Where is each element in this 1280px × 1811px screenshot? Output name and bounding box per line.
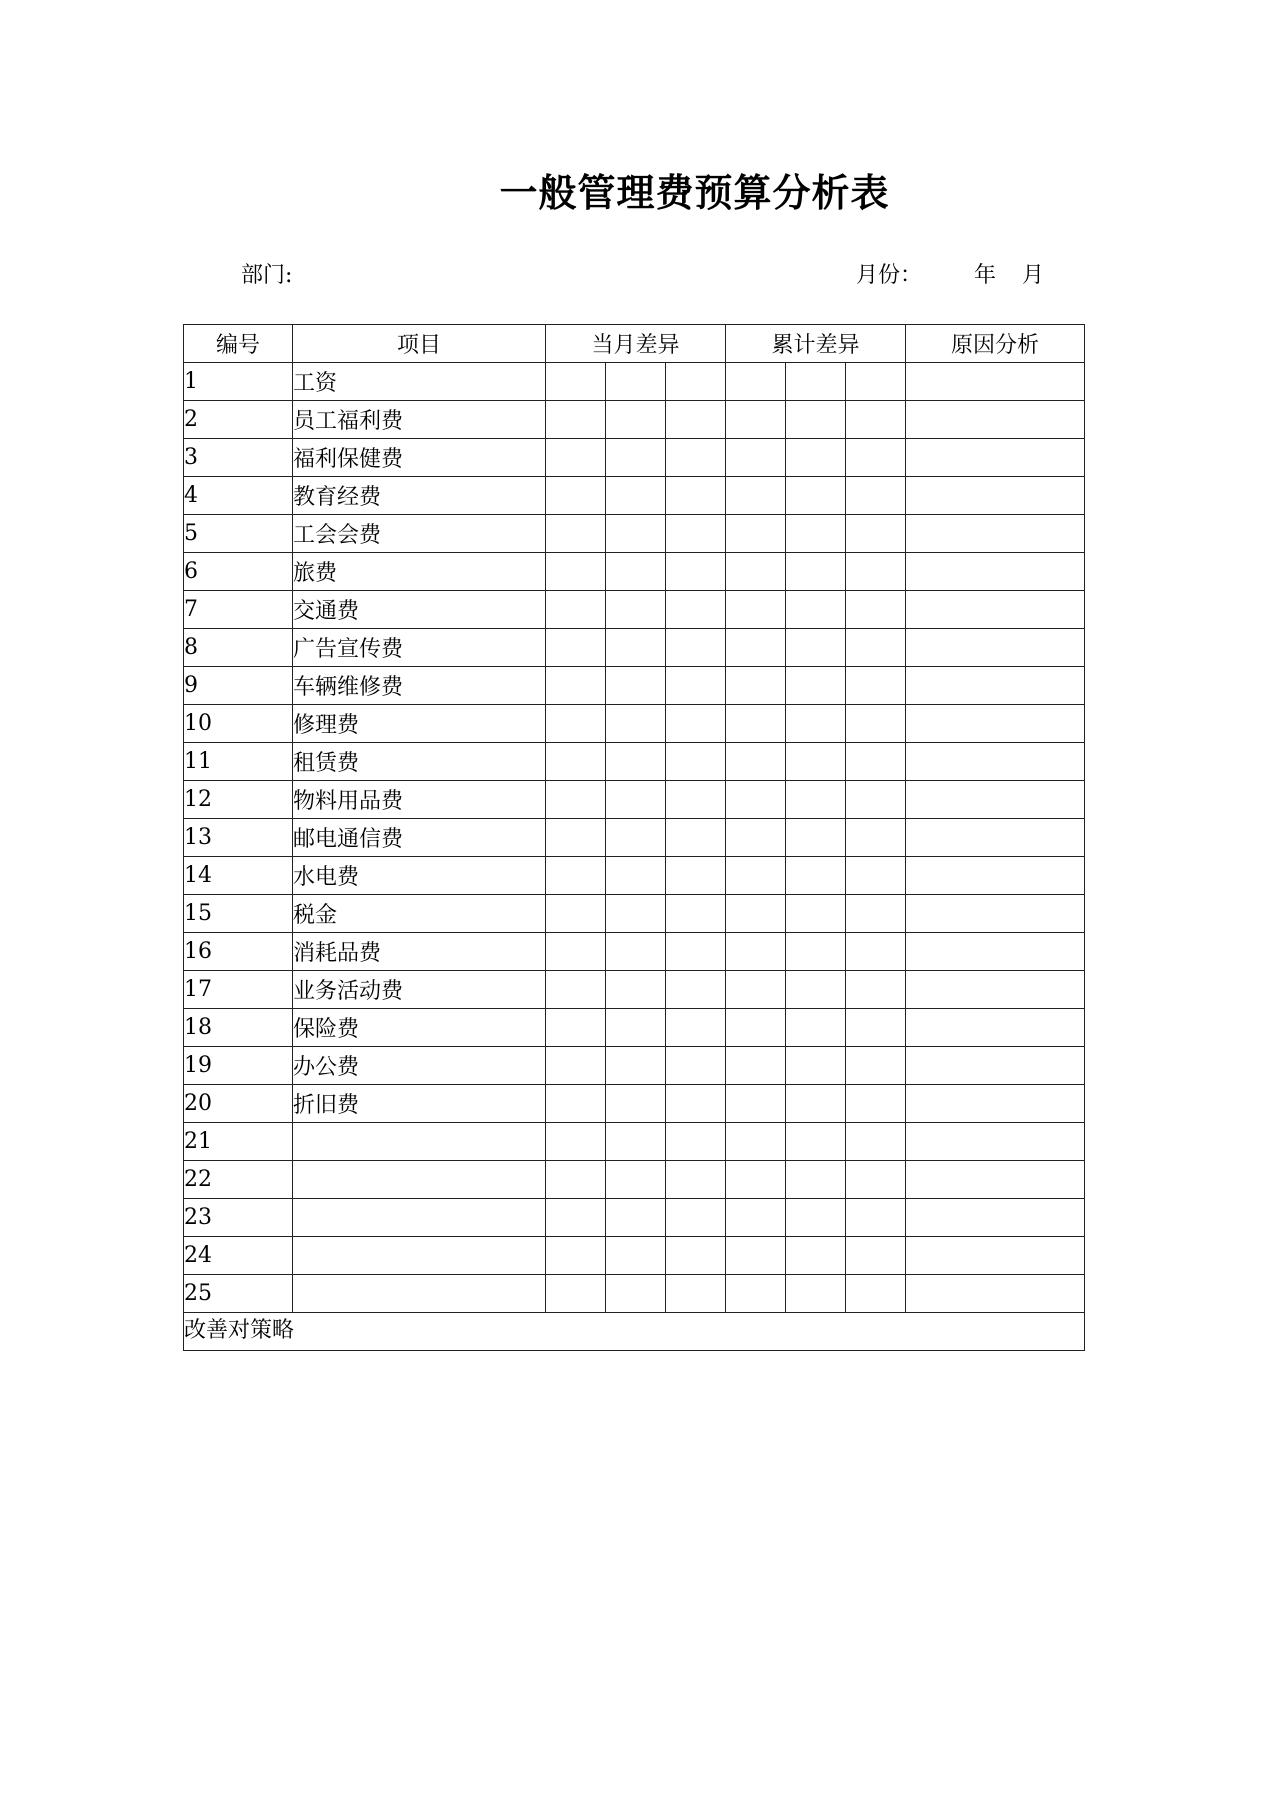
cumulative-variance-cell[interactable] [846, 933, 906, 971]
cumulative-variance-cell[interactable] [846, 1085, 906, 1123]
month-variance-cell[interactable] [606, 971, 666, 1009]
reason-analysis-cell[interactable] [906, 1123, 1085, 1161]
notes-row [184, 1313, 1085, 1351]
month-variance-cell[interactable] [606, 363, 666, 401]
row-item: 修理费 [293, 705, 546, 743]
year-label: 年 [974, 263, 997, 288]
cumulative-variance-cell[interactable] [846, 515, 906, 553]
month-variance-cell[interactable] [666, 933, 726, 971]
cumulative-variance-cell[interactable] [726, 1047, 786, 1085]
cumulative-variance-cell[interactable] [846, 1161, 906, 1199]
improvement-strategy-label: 改善对策略 [184, 1318, 295, 1343]
month-label: 月份： [856, 263, 923, 288]
cumulative-variance-cell[interactable] [726, 553, 786, 591]
reason-analysis-cell[interactable] [906, 401, 1085, 439]
table-row [184, 515, 1085, 553]
month-variance-cell[interactable] [666, 1199, 726, 1237]
month-variance-cell[interactable] [546, 933, 606, 971]
cumulative-variance-cell[interactable] [726, 1237, 786, 1275]
reason-analysis-cell[interactable] [906, 363, 1085, 401]
cumulative-variance-cell[interactable] [786, 1009, 846, 1047]
table-row [184, 895, 1085, 933]
row-number: 13 [184, 819, 293, 857]
table-row [184, 667, 1085, 705]
row-item: 车辆维修费 [293, 667, 546, 705]
cumulative-variance-cell[interactable] [786, 439, 846, 477]
cumulative-variance-cell[interactable] [786, 1085, 846, 1123]
month-variance-cell[interactable] [606, 401, 666, 439]
row-item [293, 1199, 546, 1237]
reason-analysis-cell[interactable] [906, 629, 1085, 667]
cumulative-variance-cell[interactable] [846, 401, 906, 439]
reason-analysis-cell[interactable] [906, 477, 1085, 515]
cumulative-variance-cell[interactable] [726, 1199, 786, 1237]
row-item [293, 1237, 546, 1275]
cumulative-variance-cell[interactable] [786, 667, 846, 705]
month-variance-cell[interactable] [546, 857, 606, 895]
month-variance-cell[interactable] [606, 515, 666, 553]
cumulative-variance-cell[interactable] [726, 895, 786, 933]
cumulative-variance-cell[interactable] [726, 515, 786, 553]
table-row [184, 629, 1085, 667]
row-item [293, 1161, 546, 1199]
month-variance-cell[interactable] [666, 1237, 726, 1275]
month-variance-cell[interactable] [606, 1009, 666, 1047]
cumulative-variance-cell[interactable] [846, 591, 906, 629]
reason-analysis-cell[interactable] [906, 439, 1085, 477]
reason-analysis-cell[interactable] [906, 1237, 1085, 1275]
table-row [184, 781, 1085, 819]
month-variance-cell[interactable] [546, 553, 606, 591]
table-row [184, 933, 1085, 971]
month-variance-cell[interactable] [606, 1123, 666, 1161]
cumulative-variance-cell[interactable] [786, 629, 846, 667]
cumulative-variance-cell[interactable] [846, 1047, 906, 1085]
month-variance-cell[interactable] [666, 667, 726, 705]
table-row [184, 1275, 1085, 1313]
cumulative-variance-cell[interactable] [846, 553, 906, 591]
month-variance-cell[interactable] [666, 1047, 726, 1085]
reason-analysis-cell[interactable] [906, 819, 1085, 857]
cumulative-variance-cell[interactable] [726, 1085, 786, 1123]
table-row [184, 1009, 1085, 1047]
month-variance-cell[interactable] [606, 933, 666, 971]
cumulative-variance-cell[interactable] [786, 743, 846, 781]
cumulative-variance-cell[interactable] [786, 895, 846, 933]
budget-analysis-table [183, 324, 1085, 1351]
cumulative-variance-cell[interactable] [846, 1199, 906, 1237]
column-header-cumulative-variance: 累计差异 [726, 325, 906, 363]
cumulative-variance-cell[interactable] [786, 1161, 846, 1199]
column-header-item: 项目 [293, 325, 546, 363]
month-variance-cell[interactable] [546, 743, 606, 781]
row-item: 租赁费 [293, 743, 546, 781]
cumulative-variance-cell[interactable] [846, 895, 906, 933]
row-number: 3 [184, 439, 293, 477]
month-variance-cell[interactable] [666, 1009, 726, 1047]
row-number: 9 [184, 667, 293, 705]
row-number: 17 [184, 971, 293, 1009]
month-variance-cell[interactable] [666, 401, 726, 439]
cumulative-variance-cell[interactable] [786, 857, 846, 895]
row-item: 业务活动费 [293, 971, 546, 1009]
reason-analysis-cell[interactable] [906, 515, 1085, 553]
cumulative-variance-cell[interactable] [786, 401, 846, 439]
cumulative-variance-cell[interactable] [846, 667, 906, 705]
cumulative-variance-cell[interactable] [726, 1275, 786, 1313]
row-number: 21 [184, 1123, 293, 1161]
month-variance-cell[interactable] [606, 1199, 666, 1237]
department-field [241, 258, 292, 289]
row-number: 5 [184, 515, 293, 553]
column-header-month-variance: 当月差异 [546, 325, 726, 363]
cumulative-variance-cell[interactable] [726, 781, 786, 819]
table-row [184, 1161, 1085, 1199]
month-variance-cell[interactable] [606, 895, 666, 933]
row-item: 水电费 [293, 857, 546, 895]
month-variance-cell[interactable] [546, 667, 606, 705]
table-row [184, 705, 1085, 743]
month-variance-cell[interactable] [546, 1199, 606, 1237]
table-row [184, 857, 1085, 895]
row-number: 7 [184, 591, 293, 629]
reason-analysis-cell[interactable] [906, 743, 1085, 781]
reason-analysis-cell[interactable] [906, 667, 1085, 705]
cumulative-variance-cell[interactable] [786, 1123, 846, 1161]
month-variance-cell[interactable] [546, 439, 606, 477]
month-variance-cell[interactable] [666, 477, 726, 515]
cumulative-variance-cell[interactable] [726, 1009, 786, 1047]
reason-analysis-cell[interactable] [906, 1047, 1085, 1085]
month-variance-cell[interactable] [666, 819, 726, 857]
month-variance-cell[interactable] [666, 515, 726, 553]
row-number: 8 [184, 629, 293, 667]
month-variance-cell[interactable] [606, 591, 666, 629]
row-number: 4 [184, 477, 293, 515]
month-variance-cell[interactable] [606, 1161, 666, 1199]
row-number: 11 [184, 743, 293, 781]
cumulative-variance-cell[interactable] [786, 933, 846, 971]
cumulative-variance-cell[interactable] [726, 667, 786, 705]
row-number: 20 [184, 1085, 293, 1123]
reason-analysis-cell[interactable] [906, 1275, 1085, 1313]
cumulative-variance-cell[interactable] [846, 477, 906, 515]
cumulative-variance-cell[interactable] [846, 1123, 906, 1161]
page-title: 一般管理费预算分析表 [499, 171, 890, 215]
cumulative-variance-cell[interactable] [726, 1161, 786, 1199]
month-variance-cell[interactable] [546, 895, 606, 933]
month-variance-cell[interactable] [666, 553, 726, 591]
table-row [184, 1199, 1085, 1237]
month-variance-cell[interactable] [606, 553, 666, 591]
month-variance-cell[interactable] [546, 1237, 606, 1275]
cumulative-variance-cell[interactable] [726, 477, 786, 515]
cumulative-variance-cell[interactable] [726, 363, 786, 401]
reason-analysis-cell[interactable] [906, 1085, 1085, 1123]
reason-analysis-cell[interactable] [906, 1161, 1085, 1199]
table-header-row [184, 325, 1085, 363]
row-number: 12 [184, 781, 293, 819]
cumulative-variance-cell[interactable] [786, 553, 846, 591]
row-item [293, 1275, 546, 1313]
month-variance-cell[interactable] [546, 705, 606, 743]
reason-analysis-cell[interactable] [906, 895, 1085, 933]
row-item: 旅费 [293, 553, 546, 591]
cumulative-variance-cell[interactable] [726, 971, 786, 1009]
month-variance-cell[interactable] [666, 1161, 726, 1199]
month-variance-cell[interactable] [546, 1275, 606, 1313]
cumulative-variance-cell[interactable] [726, 439, 786, 477]
month-variance-cell[interactable] [606, 667, 666, 705]
month-variance-cell[interactable] [606, 819, 666, 857]
cumulative-variance-cell[interactable] [726, 857, 786, 895]
cumulative-variance-cell[interactable] [786, 1237, 846, 1275]
cumulative-variance-cell[interactable] [846, 629, 906, 667]
row-item: 工会会费 [293, 515, 546, 553]
month-variance-cell[interactable] [606, 705, 666, 743]
cumulative-variance-cell[interactable] [726, 1123, 786, 1161]
cumulative-variance-cell[interactable] [726, 629, 786, 667]
row-item: 邮电通信费 [293, 819, 546, 857]
month-variance-cell[interactable] [666, 591, 726, 629]
month-variance-cell[interactable] [546, 1085, 606, 1123]
month-variance-cell[interactable] [546, 1123, 606, 1161]
month-variance-cell[interactable] [666, 1275, 726, 1313]
cumulative-variance-cell[interactable] [846, 819, 906, 857]
cumulative-variance-cell[interactable] [786, 1047, 846, 1085]
period-field [856, 258, 1044, 289]
row-item: 税金 [293, 895, 546, 933]
cumulative-variance-cell[interactable] [786, 705, 846, 743]
row-item: 福利保健费 [293, 439, 546, 477]
row-item [293, 1123, 546, 1161]
cumulative-variance-cell[interactable] [846, 781, 906, 819]
table-row [184, 553, 1085, 591]
cumulative-variance-cell[interactable] [846, 363, 906, 401]
month-variance-cell[interactable] [546, 1009, 606, 1047]
cumulative-variance-cell[interactable] [786, 1275, 846, 1313]
row-number: 16 [184, 933, 293, 971]
reason-analysis-cell[interactable] [906, 781, 1085, 819]
month-variance-cell[interactable] [666, 1123, 726, 1161]
cumulative-variance-cell[interactable] [786, 1199, 846, 1237]
row-number: 25 [184, 1275, 293, 1313]
row-item: 广告宣传费 [293, 629, 546, 667]
improvement-strategy-cell[interactable] [184, 1313, 1085, 1351]
table-row [184, 1047, 1085, 1085]
cumulative-variance-cell[interactable] [786, 363, 846, 401]
month-unit-label: 月 [1022, 263, 1045, 288]
reason-analysis-cell[interactable] [906, 553, 1085, 591]
reason-analysis-cell[interactable] [906, 933, 1085, 971]
month-variance-cell[interactable] [666, 363, 726, 401]
row-item: 交通费 [293, 591, 546, 629]
table-row [184, 1085, 1085, 1123]
month-variance-cell[interactable] [606, 477, 666, 515]
month-variance-cell[interactable] [666, 1085, 726, 1123]
cumulative-variance-cell[interactable] [846, 743, 906, 781]
table-row [184, 439, 1085, 477]
month-variance-cell[interactable] [546, 401, 606, 439]
row-item: 保险费 [293, 1009, 546, 1047]
table-row [184, 1123, 1085, 1161]
month-variance-cell[interactable] [666, 895, 726, 933]
month-variance-cell[interactable] [546, 781, 606, 819]
month-variance-cell[interactable] [606, 1085, 666, 1123]
table-row [184, 971, 1085, 1009]
month-variance-cell[interactable] [666, 781, 726, 819]
table-row [184, 477, 1085, 515]
row-number: 1 [184, 363, 293, 401]
cumulative-variance-cell[interactable] [726, 933, 786, 971]
cumulative-variance-cell[interactable] [786, 819, 846, 857]
column-header-number: 编号 [184, 325, 293, 363]
row-number: 19 [184, 1047, 293, 1085]
month-variance-cell[interactable] [606, 1275, 666, 1313]
table-row [184, 591, 1085, 629]
table-row [184, 819, 1085, 857]
cumulative-variance-cell[interactable] [786, 971, 846, 1009]
cumulative-variance-cell[interactable] [846, 705, 906, 743]
cumulative-variance-cell[interactable] [786, 515, 846, 553]
month-variance-cell[interactable] [666, 743, 726, 781]
month-variance-cell[interactable] [606, 1047, 666, 1085]
row-item: 教育经费 [293, 477, 546, 515]
month-variance-cell[interactable] [546, 363, 606, 401]
month-variance-cell[interactable] [606, 439, 666, 477]
cumulative-variance-cell[interactable] [846, 1237, 906, 1275]
cumulative-variance-cell[interactable] [846, 439, 906, 477]
month-variance-cell[interactable] [546, 971, 606, 1009]
month-variance-cell[interactable] [546, 477, 606, 515]
department-label: 部门: [241, 263, 293, 288]
month-variance-cell[interactable] [666, 705, 726, 743]
month-variance-cell[interactable] [606, 743, 666, 781]
row-number: 2 [184, 401, 293, 439]
month-variance-cell[interactable] [606, 857, 666, 895]
row-item: 工资 [293, 363, 546, 401]
column-header-reason-analysis: 原因分析 [906, 325, 1085, 363]
table-row [184, 363, 1085, 401]
table-row [184, 401, 1085, 439]
reason-analysis-cell[interactable] [906, 591, 1085, 629]
month-variance-cell[interactable] [606, 781, 666, 819]
table-row [184, 1237, 1085, 1275]
cumulative-variance-cell[interactable] [786, 591, 846, 629]
month-variance-cell[interactable] [666, 629, 726, 667]
reason-analysis-cell[interactable] [906, 971, 1085, 1009]
cumulative-variance-cell[interactable] [846, 1275, 906, 1313]
row-number: 10 [184, 705, 293, 743]
row-number: 22 [184, 1161, 293, 1199]
reason-analysis-cell[interactable] [906, 705, 1085, 743]
month-variance-cell[interactable] [546, 629, 606, 667]
cumulative-variance-cell[interactable] [726, 705, 786, 743]
row-item: 员工福利费 [293, 401, 546, 439]
month-variance-cell[interactable] [546, 1047, 606, 1085]
month-variance-cell[interactable] [546, 515, 606, 553]
month-variance-cell[interactable] [666, 857, 726, 895]
row-number: 24 [184, 1237, 293, 1275]
month-variance-cell[interactable] [666, 971, 726, 1009]
cumulative-variance-cell[interactable] [726, 819, 786, 857]
row-item: 办公费 [293, 1047, 546, 1085]
cumulative-variance-cell[interactable] [786, 781, 846, 819]
cumulative-variance-cell[interactable] [726, 743, 786, 781]
row-number: 6 [184, 553, 293, 591]
month-variance-cell[interactable] [606, 629, 666, 667]
cumulative-variance-cell[interactable] [846, 1009, 906, 1047]
reason-analysis-cell[interactable] [906, 1199, 1085, 1237]
month-variance-cell[interactable] [546, 591, 606, 629]
cumulative-variance-cell[interactable] [846, 857, 906, 895]
reason-analysis-cell[interactable] [906, 1009, 1085, 1047]
row-number: 23 [184, 1199, 293, 1237]
row-item: 消耗品费 [293, 933, 546, 971]
cumulative-variance-cell[interactable] [846, 971, 906, 1009]
row-item: 折旧费 [293, 1085, 546, 1123]
table-row [184, 743, 1085, 781]
month-variance-cell[interactable] [666, 439, 726, 477]
cumulative-variance-cell[interactable] [786, 477, 846, 515]
reason-analysis-cell[interactable] [906, 857, 1085, 895]
cumulative-variance-cell[interactable] [726, 401, 786, 439]
row-number: 15 [184, 895, 293, 933]
month-variance-cell[interactable] [546, 1161, 606, 1199]
cumulative-variance-cell[interactable] [726, 591, 786, 629]
month-variance-cell[interactable] [606, 1237, 666, 1275]
row-item: 物料用品费 [293, 781, 546, 819]
row-number: 18 [184, 1009, 293, 1047]
row-number: 14 [184, 857, 293, 895]
month-variance-cell[interactable] [546, 819, 606, 857]
